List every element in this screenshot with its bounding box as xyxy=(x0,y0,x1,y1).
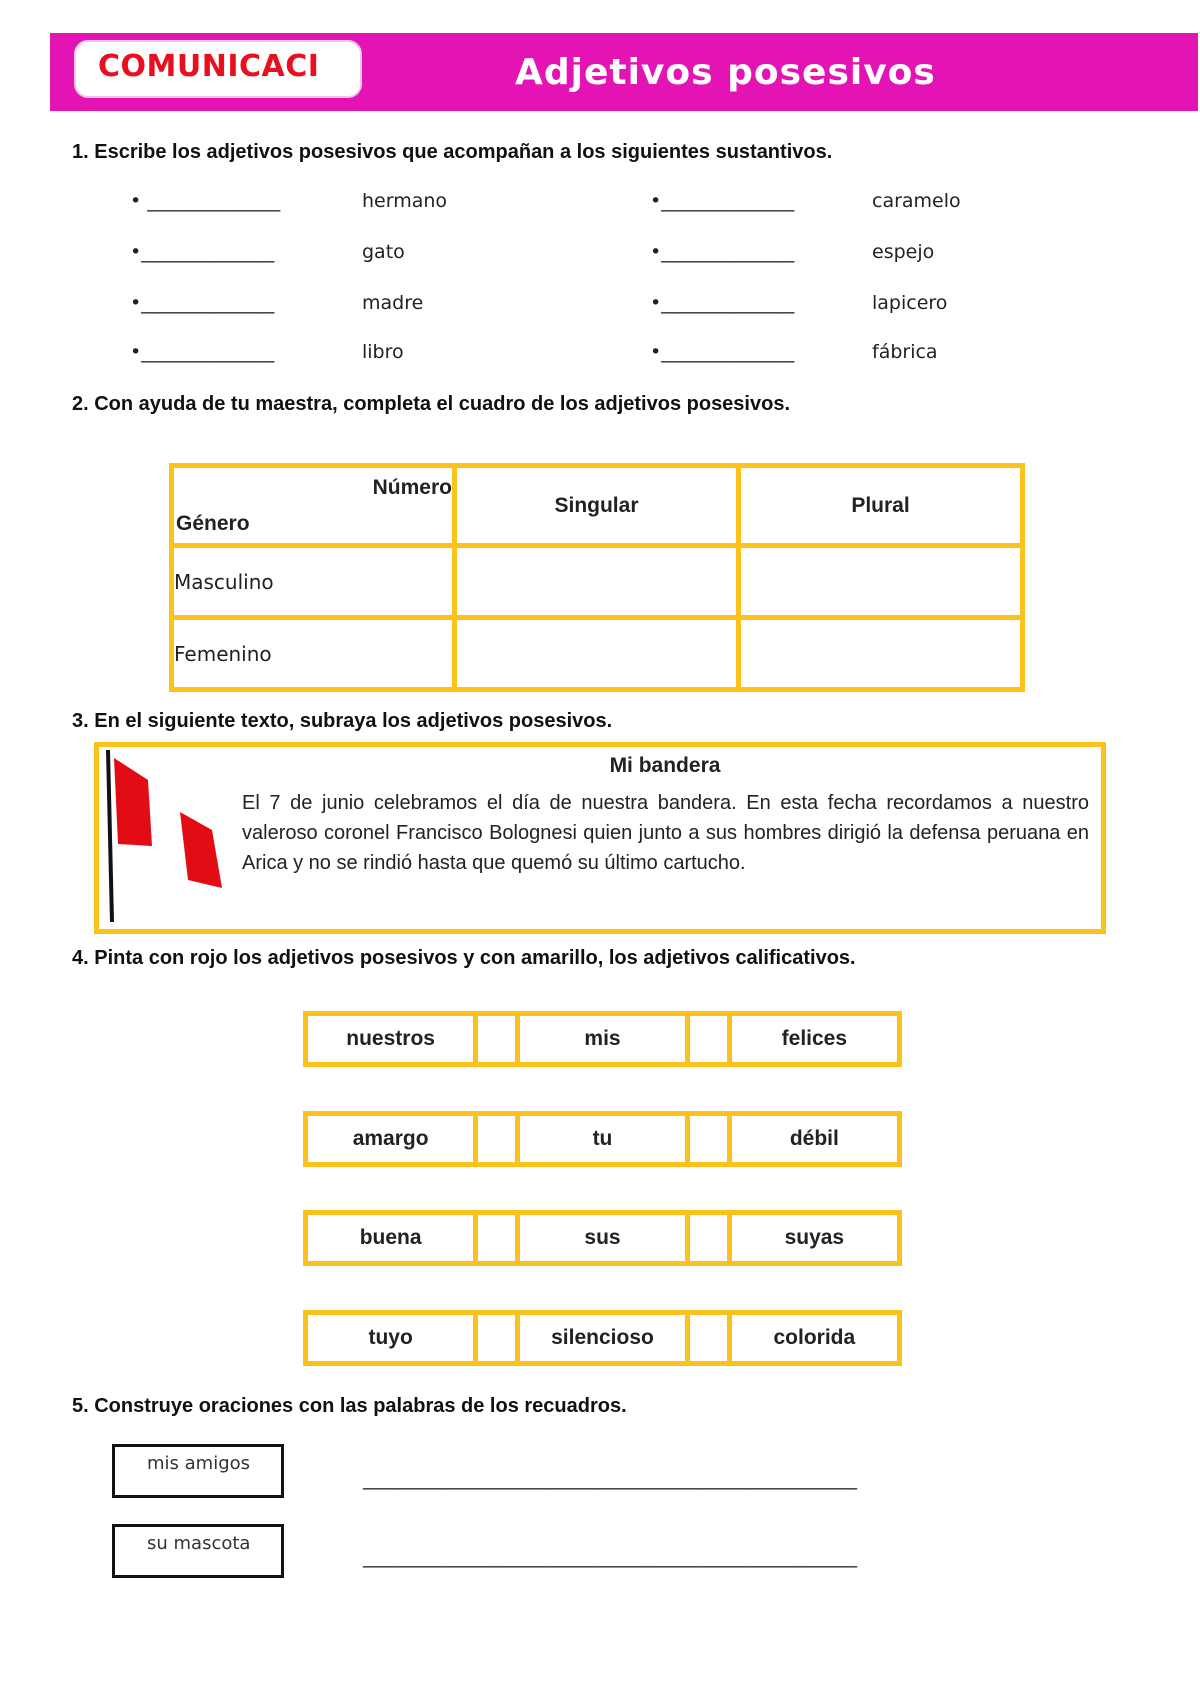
word-spacer xyxy=(473,1116,520,1162)
page-title: Adjetivos posesivos xyxy=(515,52,936,93)
word-row-3 xyxy=(303,1210,902,1266)
q1-word-left-2: gato xyxy=(362,241,405,263)
word-row-2 xyxy=(303,1111,902,1167)
row-header-femenino xyxy=(172,618,455,690)
col-header-singular-label: Singular xyxy=(554,493,639,517)
answer-line-2[interactable]: ____________________________________________________ xyxy=(363,1546,857,1568)
word-cell[interactable]: nuestros xyxy=(346,1027,435,1050)
q1-blank-right-3: •______________ xyxy=(650,292,795,314)
q1-blank-right-2: •______________ xyxy=(650,241,795,263)
word-cell[interactable]: tuyo xyxy=(368,1326,413,1349)
q1-word-right-1: caramelo xyxy=(872,190,961,212)
word-cell[interactable]: débil xyxy=(789,1127,839,1150)
word-row-4 xyxy=(303,1310,902,1366)
peru-flag-icon xyxy=(100,748,230,926)
table-corner-cell xyxy=(172,466,455,546)
row-header-masculino xyxy=(172,546,455,618)
q1-blank-right-4: •______________ xyxy=(650,341,795,363)
corner-label-genero: Género xyxy=(176,512,250,535)
q1-blank-right-1: •______________ xyxy=(650,190,795,212)
word-spacer xyxy=(473,1315,520,1361)
q1-word-left-3: madre xyxy=(362,292,424,314)
question-3-prompt: 3. En el siguiente texto, subraya los adjetivos posesivos. xyxy=(72,710,613,732)
question-5-prompt: 5. Construye oraciones con las palabras de los recuadros. xyxy=(72,1395,627,1417)
col-header-plural-label: Plural xyxy=(851,493,910,517)
word-cell[interactable]: sus xyxy=(584,1226,621,1249)
q1-blank-left-4: •______________ xyxy=(130,341,275,363)
row-label-masculino: Masculino xyxy=(174,569,274,594)
cell-masc-singular[interactable] xyxy=(455,546,739,618)
corner-label-numero: Número xyxy=(372,476,452,499)
question-4-prompt: 4. Pinta con rojo los adjetivos posesivos y con amarillo, los adjetivos calificativos. xyxy=(72,947,856,969)
sentence-box-2: su mascota xyxy=(112,1524,284,1578)
word-cell[interactable]: suyas xyxy=(784,1226,845,1249)
word-cell[interactable]: colorida xyxy=(773,1326,856,1349)
q1-blank-left-3: •______________ xyxy=(130,292,275,314)
story-body: El 7 de junio celebramos el día de nuestra bandera. En esta fecha recordamos a nuestro valeroso coronel Francisco Bolognesi quien junto a sus hombres dirigió la defensa peruana en Arica y no se rindió hasta que quemó su último cartucho. xyxy=(242,792,1089,874)
subject-badge-label: COMUNICACI xyxy=(98,49,320,84)
story-title: Mi bandera xyxy=(609,754,721,777)
answer-line-1[interactable]: ____________________________________________________ xyxy=(363,1468,857,1490)
row-label-femenino: Femenino xyxy=(174,641,272,666)
q1-word-right-2: espejo xyxy=(872,241,935,263)
q1-blank-left-2: •______________ xyxy=(130,241,275,263)
word-cell[interactable]: tu xyxy=(592,1127,613,1150)
word-cell[interactable]: mis xyxy=(584,1027,621,1050)
cell-fem-plural[interactable] xyxy=(739,618,1023,690)
word-spacer xyxy=(685,1215,732,1261)
word-row-1 xyxy=(303,1011,902,1067)
word-cell[interactable]: buena xyxy=(359,1226,422,1249)
q1-word-left-4: libro xyxy=(362,341,404,363)
word-spacer xyxy=(685,1116,732,1162)
q1-word-right-3: lapicero xyxy=(872,292,948,314)
q1-blank-left-1: • ______________ xyxy=(130,190,281,212)
cell-fem-singular[interactable] xyxy=(455,618,739,690)
cell-masc-plural[interactable] xyxy=(739,546,1023,618)
word-spacer xyxy=(473,1215,520,1261)
sentence-box-1: mis amigos xyxy=(112,1444,284,1498)
word-cell[interactable]: felices xyxy=(781,1027,848,1050)
possessive-table xyxy=(169,463,1025,692)
word-spacer xyxy=(473,1016,520,1062)
question-1-prompt: 1. Escribe los adjetivos posesivos que acompañan a los siguientes sustantivos. xyxy=(72,141,833,163)
q1-word-left-1: hermano xyxy=(362,190,448,212)
col-header-plural xyxy=(739,466,1023,546)
word-cell[interactable]: silencioso xyxy=(551,1326,654,1349)
word-spacer xyxy=(685,1315,732,1361)
question-2-prompt: 2. Con ayuda de tu maestra, completa el cuadro de los adjetivos posesivos. xyxy=(72,393,791,415)
q1-word-right-4: fábrica xyxy=(872,341,938,363)
word-cell[interactable]: amargo xyxy=(352,1127,429,1150)
word-spacer xyxy=(685,1016,732,1062)
col-header-singular xyxy=(455,466,739,546)
